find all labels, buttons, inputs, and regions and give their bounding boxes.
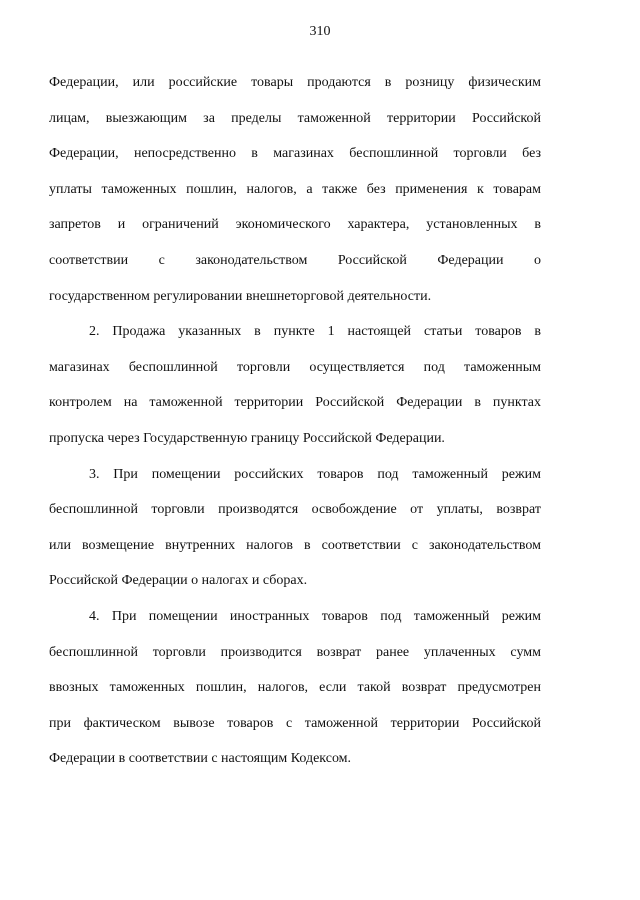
text-line: или возмещение внутренних налогов в соответствии с законодательством [49,537,541,553]
text-line: беспошлинной торговли производится возврат ранее уплаченных сумм [49,644,541,660]
text-line: Федерации, или российские товары продаются в розницу физическим [49,75,541,90]
paragraph-item-2 [49,314,541,456]
text-line: 4. При помещении иностранных товаров под таможенный режим [89,608,541,624]
document-body [49,65,541,777]
text-line: лицам, выезжающим за пределы таможенной территории Российской [49,110,541,126]
paragraph-item-4 [49,599,541,777]
text-line: магазинах беспошлинной торговли осуществляется под таможенным [49,359,541,375]
text-line: беспошлинной торговли производятся освобождение от уплаты, возврат [49,502,541,518]
text-line: соответствии с законодательством Российской Федерации о [49,252,541,268]
text-line: контролем на таможенной территории Российской Федерации в пунктах [49,395,541,411]
text-line: при фактическом вывозе товаров с таможенной территории Российской [49,715,541,731]
text-line: государственном регулировании внешнеторговой деятельности. [49,288,432,304]
text-line: уплаты таможенных пошлин, налогов, а также без применения к товарам [49,181,541,197]
text-line: Российской Федерации о налогах и сборах. [49,573,308,589]
paragraph-continuation [49,65,541,314]
text-line: 3. При помещении российских товаров под таможенный режим [89,466,541,482]
text-line: 2. Продажа указанных в пункте 1 настоящей статьи товаров в [89,324,541,340]
text-line: Федерации, непосредственно в магазинах беспошлинной торговли без [49,146,541,162]
text-line: ввозных таможенных пошлин, налогов, если такой возврат предусмотрен [49,680,541,696]
text-line: запретов и ограничений экономического характера, установленных в [49,217,541,233]
paragraph-item-3 [49,457,541,599]
text-line: Федерации в соответствии с настоящим Кодексом. [49,751,352,767]
page-number: 310 [309,24,331,39]
text-line: пропуска через Государственную границу Российской Федерации. [49,430,445,446]
